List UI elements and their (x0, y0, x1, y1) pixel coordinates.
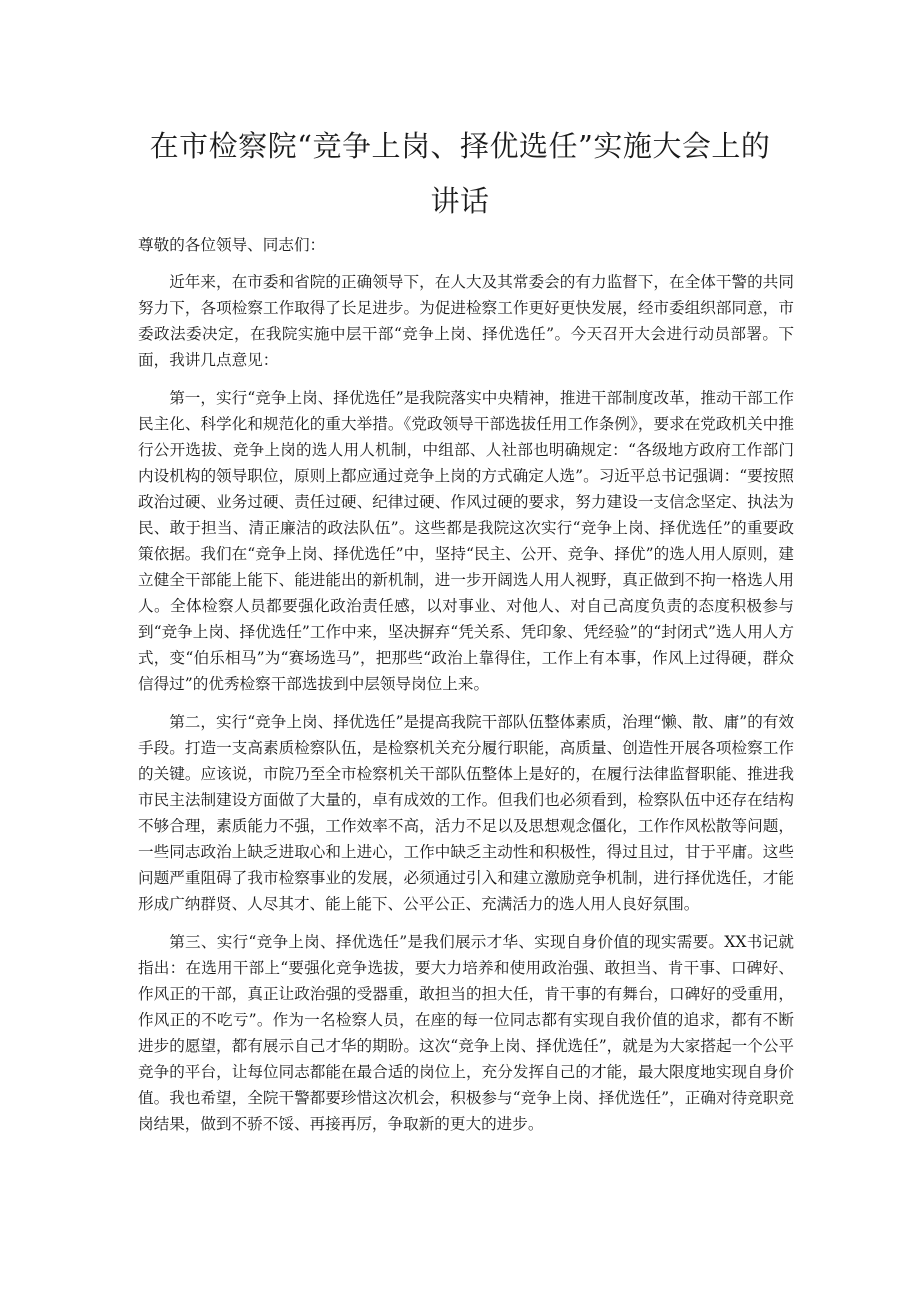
document-body (138, 232, 794, 1149)
paragraph-intro: 近年来，在市委和省院的正确领导下，在人大及其常委会的有力监督下，在全体干警的共同努力下，各项检察工作取得了长足进步。为促进检察工作更好更快发展，经市委组织部同意，市委政法委决定，在我院实施中层干部“竞争上岗、择优选任”。今天召开大会进行动员部署。下面，我讲几点意见： (138, 273, 794, 369)
salutation: 尊敬的各位领导、同志们： (138, 236, 326, 254)
paragraph-second-point: 第二，实行“竞争上岗、择优选任”是提高我院干部队伍整体素质，治理“懒、散、庸”的有效手段。打造一支高素质检察队伍，是检察机关充分履行职能，高质量、创造性开展各项检察工作的关键。应该说，市院乃至全市检察机关干部队伍整体上是好的，在履行法律监督职能、推进我市民主法制建设方面做了大量的，卓有成效的工作。但我们也必须看到，检察队伍中还存在结构不够合理，素质能力不强，工作效率不高，活力不足以及思想观念僵化，工作作风松散等问题，一些同志政治上缺乏进取心和上进心，工作中缺乏主动性和积极性，得过且过，甘于平庸。这些问题严重阻碍了我市检察事业的发展，必须通过引入和建立激励竞争机制，进行择优选任，才能形成广纳群贤、人尽其才、能上能下、公平公正、充满活力的选人用人良好氛围。 (138, 713, 794, 913)
document-title-line-1: 在市检察院“竞争上岗、择优选任”实施大会上的 (149, 129, 771, 163)
document-title-line-2: 讲话 (430, 184, 490, 218)
paragraph-first-point: 第一，实行“竞争上岗、择优选任”是我院落实中央精神，推进干部制度改革，推动干部工作民主化、科学化和规范化的重大举措。《党政领导干部选拔任用工作条例》，要求在党政机关中推行公开选拔、竞争上岗的选人用人机制，中组部、人社部也明确规定：“各级地方政府工作部门内设机构的领导职位，原则上都应通过竞争上岗的方式确定人选”。习近平总书记强调：“要按照政治过硬、业务过硬、责任过硬、纪律过硬、作风过硬的要求，努力建设一支信念坚定、执法为民、敢于担当、清正廉洁的政法队伍”。这些都是我院这次实行“竞争上岗、择优选任”的重要政策依据。我们在“竞争上岗、择优选任”中，坚持“民主、公开、竞争、择优”的选人用人原则，建立健全干部能上能下、能进能出的新机制，进一步开阔选人用人视野，真正做到不拘一格选人用人。全体检察人员都要强化政治责任感，以对事业、对他人、对自己高度负责的态度积极参与到“竞争上岗、择优选任”工作中来，坚决摒弃“凭关系、凭印象、凭经验”的“封闭式”选人用人方式，变“伯乐相马”为“赛场选马”，把那些“政治上靠得住，工作上有本事，作风上过得硬，群众信得过”的优秀检察干部选拔到中层领导岗位上来。 (138, 389, 794, 693)
paragraph-third-point: 第三、实行“竞争上岗、择优选任”是我们展示才华、实现自身价值的现实需要。XX书记就指出：在选用干部上“要强化竞争选拔，要大力培养和使用政治强、敢担当、肯干事、口碑好、作风正的干部，真正让政治强的受器重，敢担当的担大任，肯干事的有舞台，口碑好的受重用，作风正的不吃亏”。作为一名检察人员，在座的每一位同志都有实现自我价值的追求，都有不断进步的愿望，都有展示自己才华的期盼。这次“竞争上岗、择优选任”，就是为大家搭起一个公平竞争的平台，让每位同志都能在最合适的岗位上，充分发挥自己的才能，最大限度地实现自身价值。我也希望，全院干警都要珍惜这次机会，积极参与“竞争上岗、择优选任”，正确对待竞职竞岗结果，做到不骄不馁、再接再厉，争取新的更大的进步。 (138, 933, 794, 1133)
